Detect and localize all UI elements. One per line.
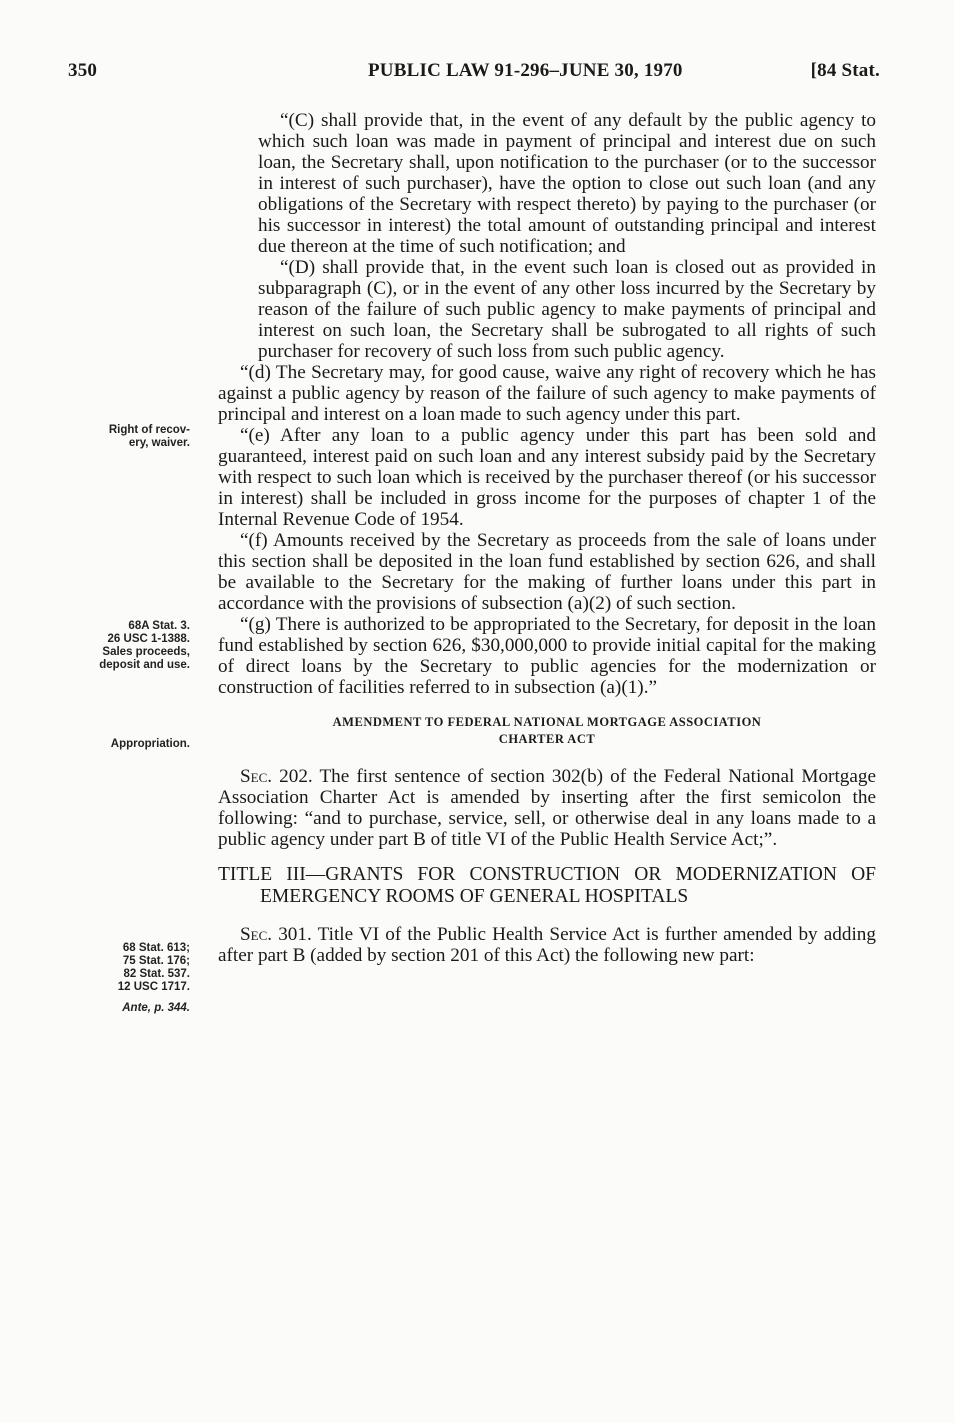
statute-reference: [84 Stat. — [810, 60, 880, 81]
margin-note-sales-proceeds: Sales proceeds, deposit and use. — [99, 646, 190, 671]
margin-note-ante: Ante, p. 344. — [122, 1002, 190, 1014]
bleed-through-bottom — [218, 1180, 876, 1320]
paragraph-d: “(d) The Secretary may, for good cause, waive any right of recovery which he has against a public agency by reason of the failure of such agency to make payments of principal and interest on a loan made to such agency under this part. — [218, 362, 876, 425]
paragraph-e: “(e) After any loan to a public agency under this part has been sold and guaranteed, interest paid on such loan and any interest subsidy paid by the Secretary with respect to such loan which is received by the purchaser thereof (or his successor in interest) shall be included in gross income for the purposes of chapter 1 of the Internal Revenue Code of 1954. — [218, 425, 876, 530]
section-301-label: Sec. 301. — [240, 924, 312, 945]
amendment-heading-line1: AMENDMENT TO FEDERAL NATIONAL MORTGAGE ASSOCIATION — [332, 715, 762, 729]
title-iii-heading: TITLE III—GRANTS FOR CONSTRUCTION OR MODERNIZATION OF EMERGENCY ROOMS OF GENERAL HOSPITALS — [218, 864, 876, 907]
margin-note-irc-reference: 68A Stat. 3. 26 USC 1-1388. — [107, 620, 190, 645]
section-202-label: Sec. 202. — [240, 766, 313, 787]
page-header — [68, 60, 880, 88]
paragraph-c: “(C) shall provide that, in the event of any default by the public agency to which such loan was made in payment of principal and interest due on such loan, the Secretary shall, upon notification to the purchaser (or to the successor in interest of such purchaser), have the option to close out such loan (and any obligations of the Secretary with respect thereto) by paying to the purchaser (or his successor in interest) the total amount of outstanding principal and interest due thereon at the time of such notification; and — [258, 110, 876, 257]
body-text — [218, 110, 876, 966]
paragraph-cap-d: “(D) shall provide that, in the event such loan is closed out as provided in subparagraph (C), or in the event of any other loss incurred by the Secretary by reason of the failure of such public agency to make payments of principal and interest on such loan, the Secretary shall be subrogated to all rights of such purchaser for recovery of such loss from such public agency. — [258, 257, 876, 362]
section-202 — [218, 766, 876, 850]
section-301 — [218, 924, 876, 966]
amendment-heading-line2: CHARTER ACT — [498, 732, 596, 746]
amendment-heading — [218, 714, 876, 748]
paragraph-g: “(g) There is authorized to be appropriated to the Secretary, for deposit in the loan fund established by section 626, $30,000,000 to provide initial capital for the making of direct loans by the Secretary to public agencies for the modernization or construction of facilities referred to in subsection (a)(1).” — [218, 614, 876, 698]
section-301-text: Title VI of the Public Health Service Act is further amended by adding after part B (added by section 201 of this Act) the following new part: — [218, 924, 876, 966]
section-202-text: The first sentence of section 302(b) of the Federal National Mortgage Association Charter Act is amended by inserting after the first semicolon the following: “and to purchase, service, sell, or otherwise deal in any loans made to a public agency under part B of title VI of the Public Health Service Act;”. — [218, 766, 876, 850]
law-title: PUBLIC LAW 91-296–JUNE 30, 1970 — [368, 60, 683, 81]
margin-note-statute-references: 68 Stat. 613; 75 Stat. 176; 82 Stat. 537. 12 USC 1717. — [117, 942, 190, 993]
margin-note-right-of-recovery: Right of recov- ery, waiver. — [108, 424, 190, 449]
paragraph-f: “(f) Amounts received by the Secretary as proceeds from the sale of loans under this section shall be deposited in the loan fund established by section 626, and shall be available to the Secretary for the making of further loans under this part in accordance with the provisions of subsection (a)(2) of such section. — [218, 530, 876, 614]
margin-note-appropriation: Appropriation. — [110, 738, 190, 750]
page-number: 350 — [68, 60, 98, 81]
